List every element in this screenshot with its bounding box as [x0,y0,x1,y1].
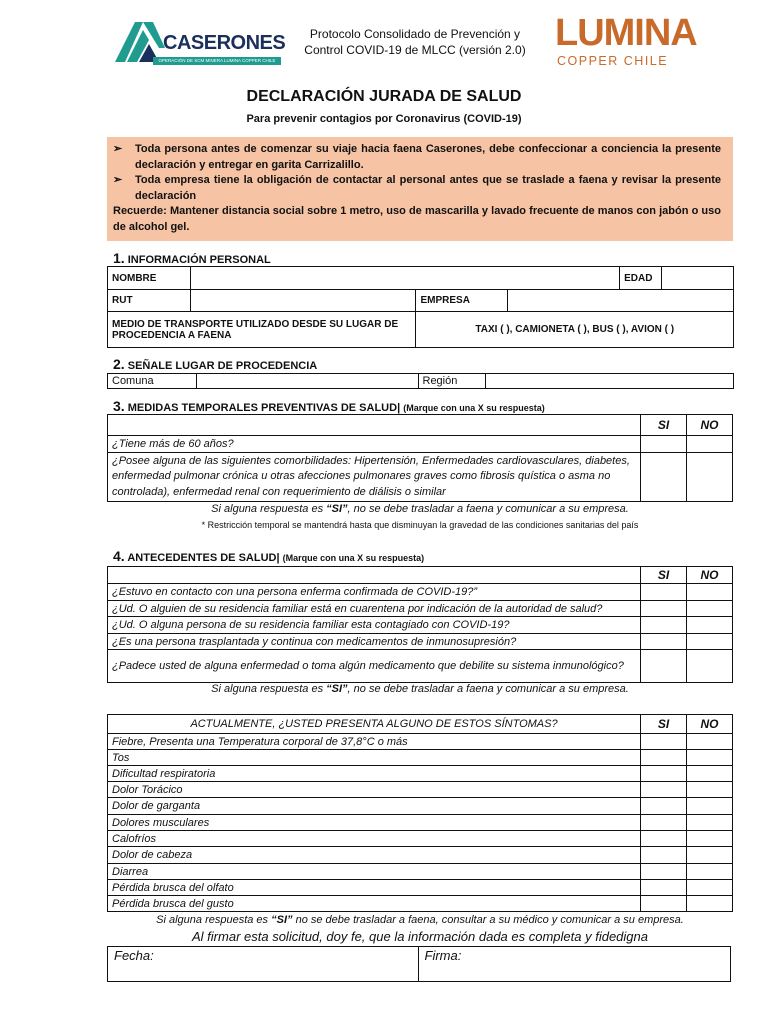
warning-post: no se debe trasladar a faena, consultar a su médico y comunicar a su empresa. [292,914,684,926]
warning-pre: Si alguna respuesta es [211,503,327,515]
fecha-label: Fecha: [114,948,154,963]
medidas-table [107,414,733,502]
notice-bullet-text: Toda persona antes de comenzar su viaje hacia faena Caserones, debe confeccionar a conciencia la presente declaración y entregar en garita Carrizalillo. [135,143,721,171]
no-checkbox[interactable] [687,584,733,601]
notice-bullet [113,142,721,173]
si-checkbox[interactable] [641,847,687,864]
symptom: Pérdida brusca del olfato [108,880,641,896]
empresa-label: EMPRESA [416,290,508,312]
edad-label: EDAD [620,267,662,290]
no-checkbox[interactable] [687,798,733,815]
si-checkbox[interactable] [641,864,687,880]
no-checkbox[interactable] [687,896,733,912]
section4-number: 4. [113,548,125,564]
question: ¿Es una persona trasplantada y continua con medicamentos de inmunosupresión? [108,634,641,650]
section4-heading [113,548,424,564]
page-title: DECLARACIÓN JURADA DE SALUD [246,88,522,105]
question: ¿Ud. O alguna persona de su residencia familiar esta contagiado con COVID-19? [108,617,641,634]
protocol-header [290,26,540,58]
no-header: NO [687,415,733,436]
no-checkbox[interactable] [687,650,733,683]
symptom: Calofríos [108,831,641,847]
lumina-logo [555,12,715,70]
section4-warning [107,683,733,695]
no-checkbox[interactable] [687,815,733,831]
no-checkbox[interactable] [687,750,733,766]
symptom: Pérdida brusca del gusto [108,896,641,912]
si-header: SI [641,567,687,584]
nombre-field[interactable] [190,267,619,290]
warning-post: , no se debe trasladar a faena y comunicar a su empresa. [347,503,629,515]
caserones-logo-text: CASERONES [163,32,286,54]
si-checkbox[interactable] [641,453,687,502]
symptom: Dolor Torácico [108,782,641,798]
no-checkbox[interactable] [687,782,733,798]
section2-title: SEÑALE LUGAR DE PROCEDENCIA [127,360,318,372]
region-label: Región [418,374,486,389]
si-header: SI [641,415,687,436]
medidas-header-blank [108,415,641,436]
no-checkbox[interactable] [687,831,733,847]
no-checkbox[interactable] [687,617,733,634]
si-checkbox[interactable] [641,831,687,847]
arrow-icon: ➢ [113,174,123,186]
warning-pre: Si alguna respuesta es [156,914,272,926]
section3-title: MEDIDAS TEMPORALES PREVENTIVAS DE SALUD| [127,402,401,414]
section3-number: 3. [113,398,125,414]
no-checkbox[interactable] [687,453,733,502]
antecedentes-header-blank [108,567,641,584]
section4-title: ANTECEDENTES DE SALUD| [127,552,280,564]
section3-heading [113,398,545,414]
page-subtitle: Para prevenir contagios por Coronavirus (COVID-19) [246,113,522,125]
si-checkbox[interactable] [641,880,687,896]
si-checkbox[interactable] [641,766,687,782]
si-header: SI [641,715,687,734]
region-field[interactable] [486,374,734,389]
si-checkbox[interactable] [641,436,687,453]
caserones-logo-subtitle: OPERACIÓN DE SCM MINERA LUMINA COPPER CHILE [153,57,281,65]
question: ¿Posee alguna de las siguientes comorbilidades: Hipertensión, Enfermedades cardiovasculares, diabetes, enfermedad pulmonar crónica u otras afecciones pulmonares graves como fibrosis quística o asma no controlada), enfermedad renal con requerimiento de diálisis o similar [108,453,641,502]
symptoms-warning [107,914,733,926]
warning-si: “SI” [326,683,348,695]
comuna-field[interactable] [196,374,418,389]
transporte-options[interactable]: TAXI ( ), CAMIONETA ( ), BUS ( ), AVION ( ) [416,312,734,348]
firma-label: Firma: [424,948,462,963]
symptom: Dolores musculares [108,815,641,831]
no-checkbox[interactable] [687,601,733,617]
warning-si: “SI” [271,914,293,926]
section3-warning [107,503,733,515]
section1-heading [113,250,271,266]
si-checkbox[interactable] [641,584,687,601]
lumina-logo-text: LUMINA [555,12,697,54]
section4-note: (Marque con una X su respuesta) [282,553,425,563]
section1-title: INFORMACIÓN PERSONAL [127,254,271,266]
firma-field[interactable] [418,947,731,982]
antecedentes-table [107,566,733,683]
notice-bullet-text: Toda empresa tiene la obligación de contactar al personal antes que se traslade a faena y revisar la presente declaración [135,174,721,202]
si-checkbox[interactable] [641,750,687,766]
symptom: Dolor de cabeza [108,847,641,864]
no-header: NO [687,715,733,734]
si-checkbox[interactable] [641,734,687,750]
procedencia-table [107,373,734,389]
symptoms-header: ACTUALMENTE, ¿USTED PRESENTA ALGUNO DE ESTOS SÍNTOMAS? [108,715,641,734]
rut-field[interactable] [190,290,416,312]
notice-bullet [113,173,721,204]
section3-note: (Marque con una X su respuesta) [403,403,545,413]
no-checkbox[interactable] [687,734,733,750]
si-checkbox[interactable] [641,782,687,798]
no-checkbox[interactable] [687,880,733,896]
warning-pre: Si alguna respuesta es [211,683,327,695]
question: ¿Tiene más de 60 años? [108,436,641,453]
personal-info-table [107,266,734,348]
question: ¿Estuvo en contacto con una persona enferma confirmada de COVID-19?” [108,584,641,601]
question: ¿Ud. O alguien de su residencia familiar está en cuarentena por indicación de la autoridad de salud? [108,601,641,617]
caserones-logo [113,18,286,68]
signature-table [107,946,731,982]
notice-box [107,137,733,241]
si-checkbox[interactable] [641,617,687,634]
nombre-label: NOMBRE [108,267,191,290]
restriction-note: * Restricción temporal se mantendrá hasta que disminuyan la gravedad de las condiciones sanitarias del país [201,520,639,530]
no-checkbox[interactable] [687,864,733,880]
symptom: Tos [108,750,641,766]
section1-number: 1. [113,250,125,266]
symptom: Dolor de garganta [108,798,641,815]
si-checkbox[interactable] [641,650,687,683]
symptoms-table [107,714,733,912]
lumina-logo-subtitle: COPPER CHILE [557,54,669,68]
symptom: Diarrea [108,864,641,880]
rut-label: RUT [108,290,191,312]
warning-post: , no se debe trasladar a faena y comunicar a su empresa. [347,683,629,695]
si-checkbox[interactable] [641,815,687,831]
no-checkbox[interactable] [687,766,733,782]
no-checkbox[interactable] [687,847,733,864]
section2-number: 2. [113,356,125,372]
fecha-field[interactable] [108,947,419,982]
signature-statement: Al firmar esta solicitud, doy fe, que la información dada es completa y fidedigna [192,929,648,944]
empresa-field[interactable] [508,290,734,312]
question: ¿Padece usted de alguna enfermedad o toma algún medicamento que debilite su sistema inmunológico? [108,650,641,683]
no-checkbox[interactable] [687,436,733,453]
section2-heading [113,356,317,372]
edad-field[interactable] [662,267,734,290]
si-checkbox[interactable] [641,798,687,815]
comuna-label: Comuna [108,374,197,389]
transporte-label: MEDIO DE TRANSPORTE UTILIZADO DESDE SU LUGAR DE PROCEDENCIA A FAENA [108,312,416,348]
si-checkbox[interactable] [641,601,687,617]
no-header: NO [687,567,733,584]
symptom: Fiebre, Presenta una Temperatura corporal de 37,8°C o más [108,734,641,750]
no-checkbox[interactable] [687,634,733,650]
warning-si: “SI” [326,503,348,515]
si-checkbox[interactable] [641,634,687,650]
notice-reminder: Recuerde: Mantener distancia social sobre 1 metro, uso de mascarilla y lavado frecuente de manos con jabón o uso de alcohol gel. [113,205,721,233]
protocol-line1: Protocolo Consolidado de Prevención y [309,27,521,41]
si-checkbox[interactable] [641,896,687,912]
arrow-icon: ➢ [113,143,123,155]
protocol-line2: Control COVID-19 de MLCC (versión 2.0) [304,43,526,57]
symptom: Dificultad respiratoria [108,766,641,782]
